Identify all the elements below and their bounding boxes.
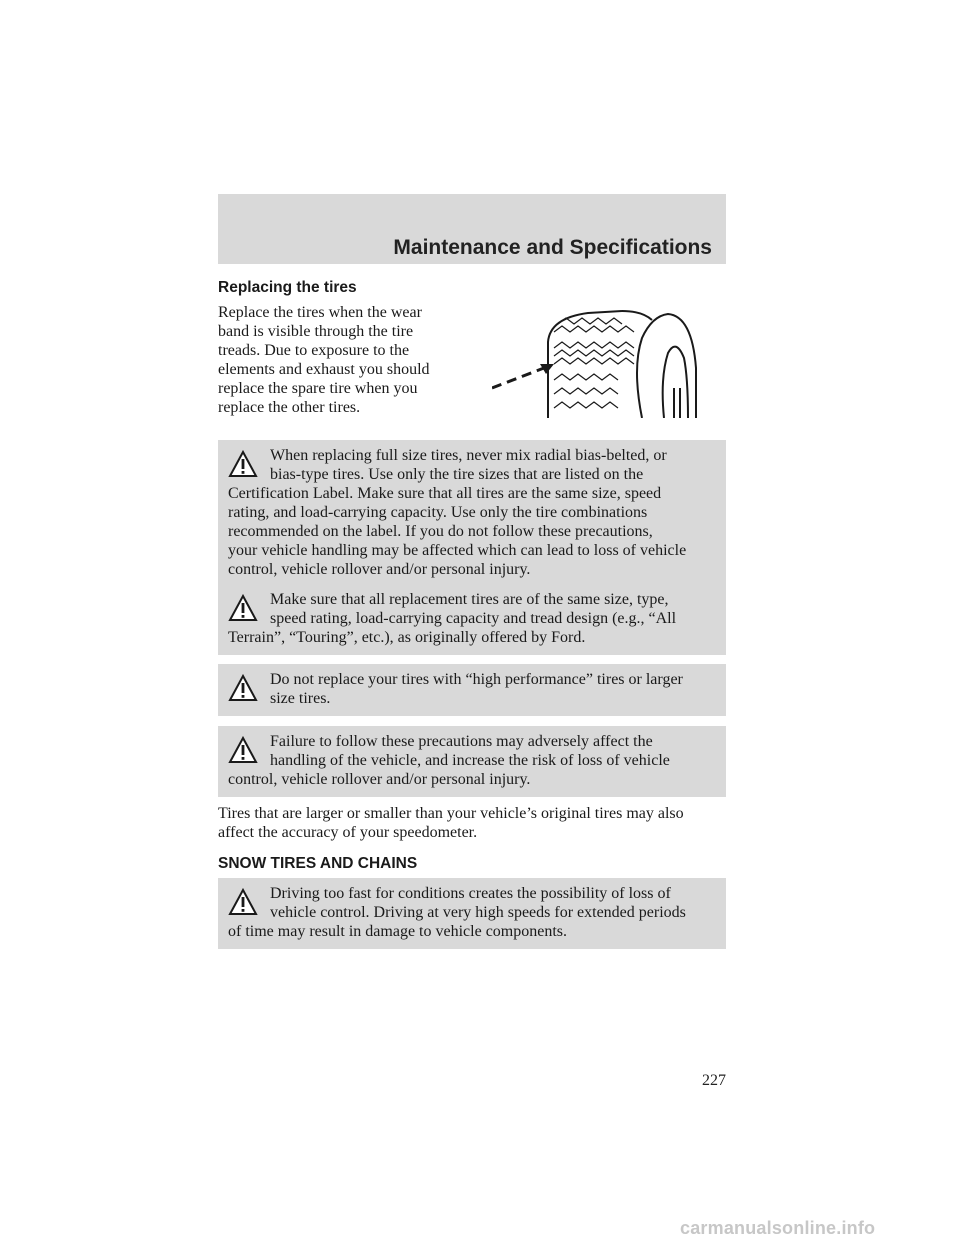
paragraph-line: replace the other tires. (218, 399, 361, 416)
warning-box (218, 664, 726, 716)
warning-line: Certification Label. Make sure that all tires are the same size, speed (228, 485, 662, 502)
paragraph-line: affect the accuracy of your speedometer. (218, 824, 478, 841)
warning-triangle-icon (228, 450, 258, 478)
warning-line: handling of the vehicle, and increase the risk of loss of vehicle (270, 752, 670, 769)
tire-wear-band-illustration (492, 308, 704, 418)
warning-line: Terrain”, “Touring”, etc.), as originally offered by Ford. (228, 629, 586, 646)
warning-line: speed rating, load-carrying capacity and tread design (e.g., “All (270, 610, 677, 627)
paragraph-line: elements and exhaust you should (218, 361, 430, 378)
paragraph-line: Tires that are larger or smaller than your vehicle’s original tires may also (218, 805, 684, 822)
warning-line: recommended on the label. If you do not follow these precautions, (228, 523, 653, 540)
warning-line: of time may result in damage to vehicle components. (228, 923, 568, 940)
warning-line: your vehicle handling may be affected which can lead to loss of vehicle (228, 542, 687, 559)
watermark: carmanualsonline.info (680, 1218, 876, 1238)
warning-line: rating, and load-carrying capacity. Use only the tire combinations (228, 504, 648, 521)
section-header-band (218, 194, 726, 264)
warning-triangle-icon (228, 674, 258, 702)
section-title: Maintenance and Specifications (393, 236, 712, 259)
replacing-tires-heading: Replacing the tires (218, 279, 357, 296)
warning-triangle-icon (228, 736, 258, 764)
warning-line: When replacing full size tires, never mix radial bias-belted, or (270, 447, 667, 464)
warning-box (218, 726, 726, 797)
warning-line: Failure to follow these precautions may adversely affect the (270, 733, 653, 750)
warning-box (218, 878, 726, 949)
warning-line: control, vehicle rollover and/or personal injury. (228, 561, 531, 578)
warning-line: size tires. (270, 690, 331, 707)
warning-box (218, 584, 726, 655)
page-number: 227 (702, 1072, 726, 1089)
warning-line: Driving too fast for conditions creates the possibility of loss of (270, 885, 671, 902)
snow-tires-heading: SNOW TIRES AND CHAINS (218, 855, 418, 872)
replacing-tires-paragraph (218, 303, 430, 417)
paragraph-line: replace the spare tire when you (218, 380, 418, 397)
warning-triangle-icon (228, 594, 258, 622)
warning-box (218, 440, 726, 587)
warning-line: Make sure that all replacement tires are of the same size, type, (270, 591, 669, 608)
paragraph-line: band is visible through the tire (218, 323, 414, 340)
warning-line: vehicle control. Driving at very high speeds for extended periods (270, 904, 686, 921)
warning-triangle-icon (228, 888, 258, 916)
paragraph-line: Replace the tires when the wear (218, 304, 422, 321)
warning-line: bias-type tires. Use only the tire sizes that are listed on the (270, 466, 644, 483)
speedometer-paragraph (218, 804, 684, 842)
paragraph-line: treads. Due to exposure to the (218, 342, 410, 359)
warning-line: control, vehicle rollover and/or personal injury. (228, 771, 531, 788)
warning-line: Do not replace your tires with “high performance” tires or larger (270, 671, 683, 688)
